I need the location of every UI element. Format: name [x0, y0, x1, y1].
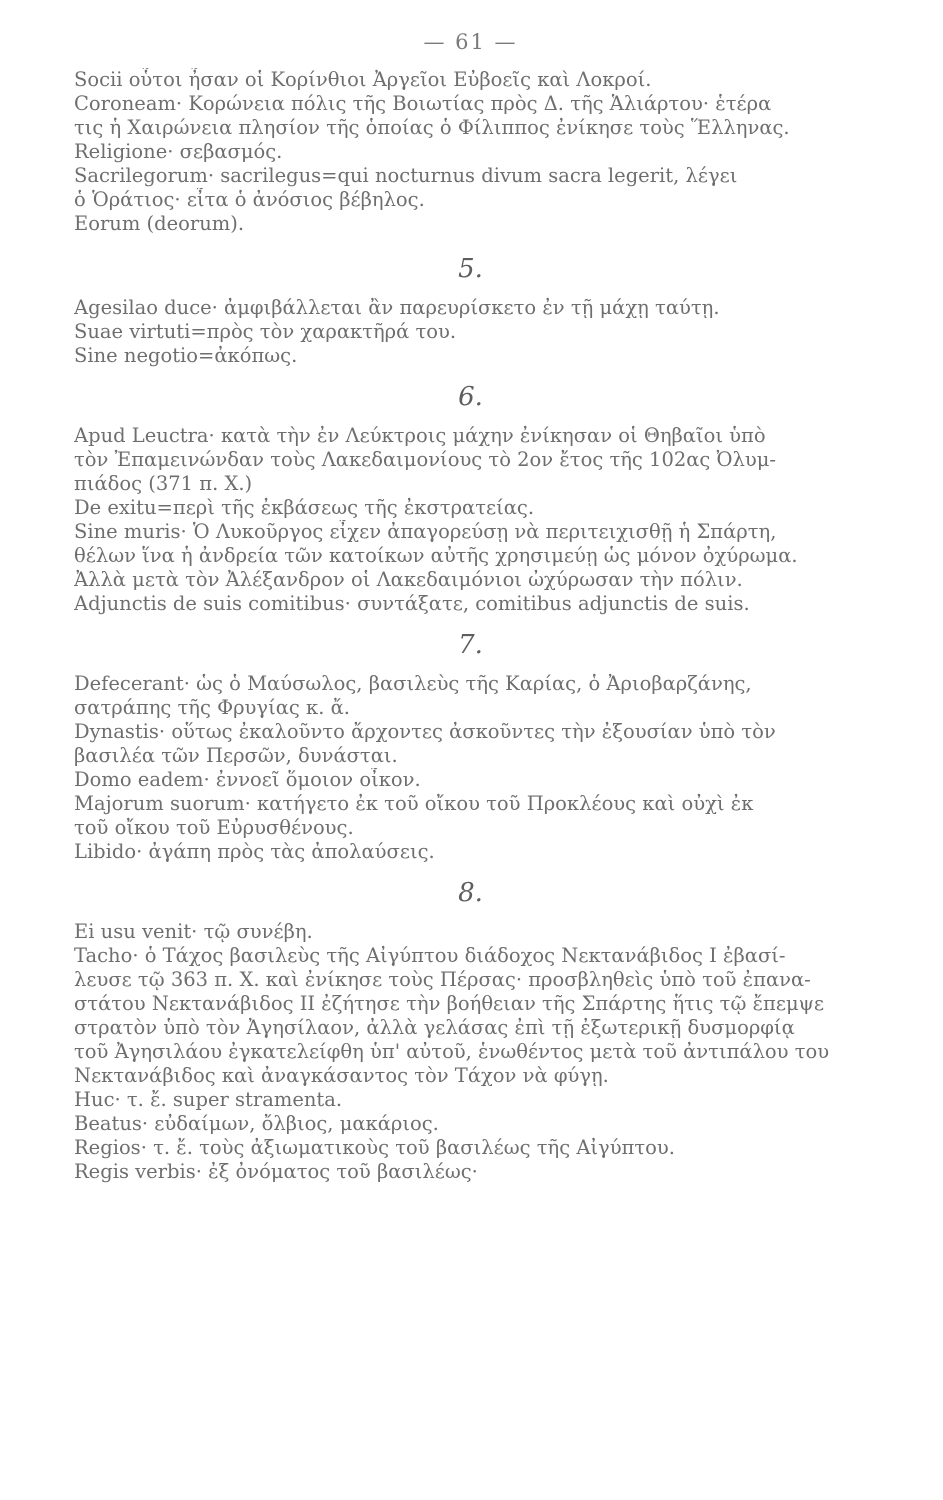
text-line: βασιλέα τῶν Περσῶν, δυνάσται.: [74, 744, 398, 767]
text-line: Agesilao duce· ἀμφιβάλλεται ἂν παρευρίσκετο ἐν τῇ μάχῃ ταύτῃ.: [74, 296, 720, 319]
text-line: ὁ Ὁράτιος· εἶτα ὁ ἀνόσιος βέβηλος.: [74, 188, 425, 211]
section-7: [74, 630, 867, 864]
text-line: τις ἡ Χαιρώνεια πλησίον τῆς ὁποίας ὁ Φίλιππος ἐνίκησε τοὺς Ἕλληνας.: [74, 116, 790, 139]
section-5: [74, 254, 867, 368]
text-line: στρατὸν ὑπὸ τὸν Ἀγησίλαον, ἀλλὰ γελάσας ἐπὶ τῇ ἐξωτερικῇ δυσμορφίᾳ: [74, 1016, 795, 1039]
text-line: Domo eadem· ἐννοεῖ ὅμοιον οἶκον.: [74, 768, 421, 791]
text-line: σατράπης τῆς Φρυγίας κ. ἄ.: [74, 696, 350, 719]
text-line: Suae virtuti=πρὸς τὸν χαρακτῆρά του.: [74, 320, 457, 343]
section-intro: [74, 68, 867, 236]
text-line: Dynastis· οὕτως ἐκαλοῦντο ἄρχοντες ἀσκοῦντες τὴν ἐξουσίαν ὑπὸ τὸν: [74, 720, 776, 743]
page-number: — 61 —: [423, 30, 518, 54]
text-line: θέλων ἵνα ἡ ἀνδρεία τῶν κατοίκων αὐτῆς χρησιμεύῃ ὡς μόνον ὀχύρωμα.: [74, 544, 798, 567]
text-line: Religione· σεβασμός.: [74, 140, 283, 163]
text-line: λευσε τῷ 363 π. Χ. καὶ ἐνίκησε τοὺς Πέρσας· προσβληθεὶς ὑπὸ τοῦ ἐπανα-: [74, 968, 811, 991]
text-line: De exitu=περὶ τῆς ἐκβάσεως τῆς ἐκστρατείας.: [74, 496, 535, 519]
text-line: πιάδος (371 π. Χ.): [74, 472, 253, 495]
text-line: Ei usu venit· τῷ συνέβη.: [74, 920, 313, 943]
text-line: Socii οὗτοι ἦσαν οἱ Κορίνθιοι Ἀργεῖοι Εὐβοεῖς καὶ Λοκροί.: [74, 68, 652, 91]
text-line: Eorum (deorum).: [74, 212, 245, 235]
text-line: Apud Leuctra· κατὰ τὴν ἐν Λεύκτροις μάχην ἐνίκησαν οἱ Θηβαῖοι ὑπὸ: [74, 424, 766, 447]
section-heading: 6.: [458, 382, 483, 412]
text-line: Libido· ἀγάπη πρὸς τὰς ἀπολαύσεις.: [74, 840, 435, 863]
text-line: Sine muris· Ὁ Λυκοῦργος εἶχεν ἀπαγορεύσῃ νὰ περιτειχισθῇ ἡ Σπάρτη,: [74, 520, 777, 543]
text-line: Adjunctis de suis comitibus· συντάξατε, comitibus adjunctis de suis.: [74, 592, 750, 615]
text-line: Sacrilegorum· sacrilegus=qui nocturnus divum sacra legerit, λέγει: [74, 164, 738, 187]
text-line: Defecerant· ὡς ὁ Μαύσωλος, βασιλεὺς τῆς Καρίας, ὁ Ἀριοβαρζάνης,: [74, 672, 752, 695]
text-line: τοῦ οἴκου τοῦ Εὐρυσθένους.: [74, 816, 354, 839]
text-line: Tacho· ὁ Τάχος βασιλεὺς τῆς Αἰγύπτου διάδοχος Νεκτανάβιδος Ι ἐβασί-: [74, 944, 786, 967]
text-line: Sine negotio=ἀκόπως.: [74, 344, 298, 367]
text-line: στάτου Νεκτανάβιδος ΙΙ ἐζήτησε τὴν βοήθειαν τῆς Σπάρτης ἥτις τῷ ἔπεμψε: [74, 992, 825, 1015]
text-line: Beatus· εὐδαίμων, ὄλβιος, μακάριος.: [74, 1112, 439, 1135]
text-line: Regis verbis· ἐξ ὀνόματος τοῦ βασιλέως·: [74, 1160, 478, 1183]
section-heading: 8.: [458, 878, 483, 908]
text-line: Regios· τ. ἔ. τοὺς ἀξιωματικοὺς τοῦ βασιλέως τῆς Αἰγύπτου.: [74, 1136, 675, 1159]
text-line: τοῦ Ἀγησιλάου ἐγκατελείφθη ὑπ' αὐτοῦ, ἑνωθέντος μετὰ τοῦ ἀντιπάλου του: [74, 1040, 830, 1063]
section-heading: 7.: [458, 630, 483, 660]
text-line: Majorum suorum· κατήγετο ἐκ τοῦ οἴκου τοῦ Προκλέους καὶ οὐχὶ ἐκ: [74, 792, 754, 815]
text-line: Coroneam· Κορώνεια πόλις τῆς Βοιωτίας πρὸς Δ. τῆς Ἁλιάρτου· ἑτέρα: [74, 92, 772, 115]
text-line: τὸν Ἐπαμεινώνδαν τοὺς Λακεδαιμονίους τὸ 2ον ἔτος τῆς 102ας Ὀλυμ-: [74, 448, 777, 471]
section-8: [74, 878, 867, 1184]
text-line: Huc· τ. ἔ. super stramenta.: [74, 1088, 343, 1111]
section-heading: 5.: [458, 254, 483, 284]
text-line: Ἀλλὰ μετὰ τὸν Ἀλέξανδρον οἱ Λακεδαιμόνιοι ὠχύρωσαν τὴν πόλιν.: [74, 568, 743, 591]
section-6: [74, 382, 867, 616]
text-line: Νεκτανάβιδος καὶ ἀναγκάσαντος τὸν Τάχον νὰ φύγῃ.: [74, 1064, 609, 1087]
